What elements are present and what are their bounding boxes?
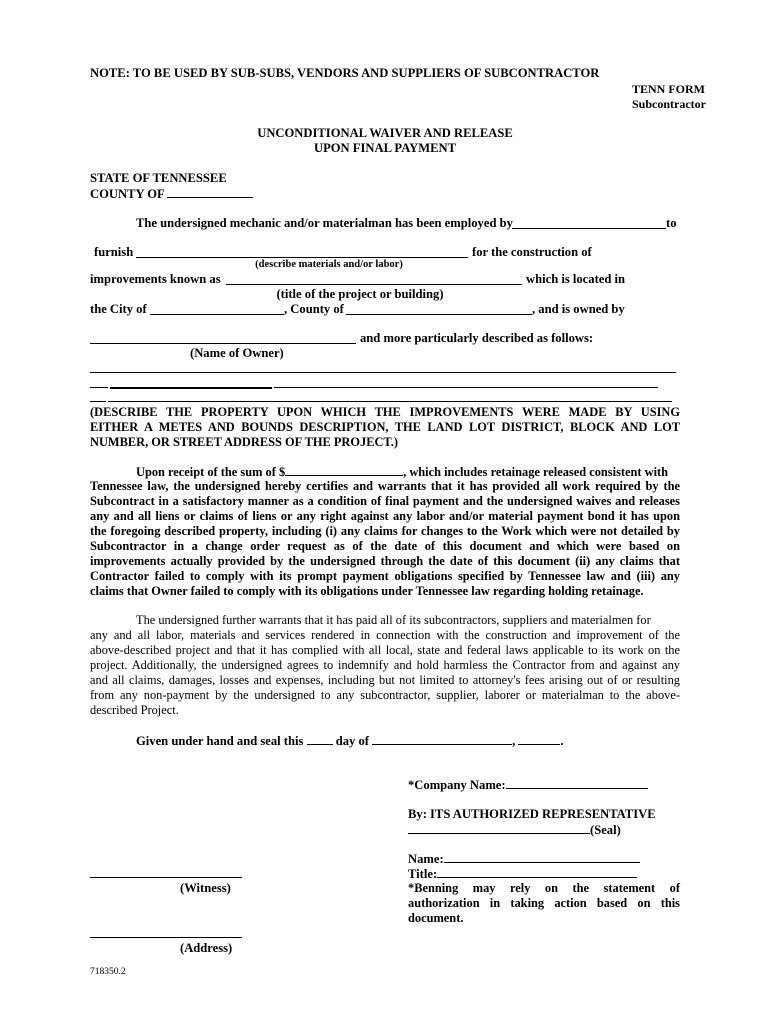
further-last-line: described Project. xyxy=(90,703,179,717)
project-title-blank[interactable] xyxy=(226,284,522,285)
title-blank[interactable] xyxy=(437,866,637,878)
county-blank-2[interactable] xyxy=(346,314,532,315)
company-name-blank[interactable] xyxy=(506,777,648,789)
receipt-last-line: claims that Owner failed to comply with its obligations under Tennessee law regarding holding retainage. xyxy=(90,584,644,598)
form-label: TENN FORM xyxy=(632,82,705,96)
describe-property-line: NUMBER, OR STREET ADDRESS OF THE PROJECT.) xyxy=(90,435,398,449)
given-text-c: , xyxy=(512,734,516,748)
owner-blank[interactable] xyxy=(90,343,356,344)
state-label: STATE OF TENNESSEE xyxy=(90,171,227,185)
benning-line: authorization in taking action based on this xyxy=(408,896,680,910)
materials-blank[interactable] xyxy=(136,257,468,258)
given-text-a: Given under hand and seal this xyxy=(136,734,304,748)
furnish-text: furnish xyxy=(94,245,134,259)
year-blank[interactable] xyxy=(518,733,560,745)
day-number-blank[interactable] xyxy=(307,733,333,745)
further-line: and all claims, damages, losses and expenses, including but not limited to attorney's fees arising out of or resulting xyxy=(90,673,680,687)
address-blank[interactable] xyxy=(90,937,242,938)
county-blank[interactable] xyxy=(167,186,253,198)
form-sub-label: Subcontractor xyxy=(632,97,706,111)
further-line: above-described project and that it has complied with all local, state and federal laws applicable to its work on the xyxy=(90,643,680,657)
city-text: the City of xyxy=(90,302,147,316)
seal-label: (Seal) xyxy=(590,823,621,837)
seal-line xyxy=(408,822,621,838)
further-line: project. Additionally, the undersigned agrees to indemnify and hold harmless the Contractor from and against any xyxy=(90,658,680,672)
month-blank[interactable] xyxy=(372,733,512,745)
receipt-line: any and all liens or claims of liens or any right against any labor and/or material payment bond it has upon xyxy=(90,509,680,523)
receipt-first-end: , which includes retainage released consistent with xyxy=(403,465,669,479)
description-line-2c[interactable] xyxy=(274,387,658,388)
name-blank[interactable] xyxy=(444,851,640,863)
describe-property-line: EITHER A METES AND BOUNDS DESCRIPTION, THE LAND LOT DISTRICT, BLOCK AND LOT xyxy=(90,420,680,434)
receipt-line: Tennessee law, the undersigned hereby certifies and warrants that it has provided all work required by the xyxy=(90,479,680,493)
company-name-line xyxy=(408,777,648,793)
title-line xyxy=(408,866,637,882)
sum-blank[interactable] xyxy=(285,464,403,476)
owned-by-text: , and is owned by xyxy=(532,302,625,316)
given-text-d: . xyxy=(560,734,564,748)
employer-blank[interactable] xyxy=(512,228,666,229)
description-line-2a[interactable] xyxy=(90,387,108,388)
title-label: Title: xyxy=(408,867,438,881)
employed-text: The undersigned mechanic and/or materialman has been employed by xyxy=(136,216,513,230)
county-label xyxy=(90,186,253,202)
receipt-line: improvements actually provided by the undersigned through the date of this document (ii) any claims that xyxy=(90,554,680,568)
given-line xyxy=(136,733,564,749)
describe-materials-caption: (describe materials and/or labor) xyxy=(255,259,403,270)
describe-property-line: (DESCRIBE THE PROPERTY UPON WHICH THE IMPROVEMENTS WERE MADE BY USING xyxy=(90,405,680,419)
receipt-line: the foregoing described property, including (i) any claims for changes to the Work which were not detailed by xyxy=(90,524,680,538)
located-in-text: which is located in xyxy=(526,272,626,286)
title-project-caption: (title of the project or building) xyxy=(276,287,444,301)
name-owner-caption: (Name of Owner) xyxy=(190,346,284,360)
company-name-label: *Company Name: xyxy=(408,778,506,792)
description-line-1[interactable] xyxy=(90,372,676,373)
further-line: from any non-payment by the undersigned to any subcontractor, supplier, laborer or materialman to the above- xyxy=(90,688,680,702)
document-number: 718350.2 xyxy=(90,967,126,977)
to-text: to xyxy=(666,216,677,230)
witness-label: (Witness) xyxy=(180,881,231,895)
further-line: any and all labor, materials and services rendered in connection with the construction and improvement of the xyxy=(90,628,680,642)
description-line-3a[interactable] xyxy=(90,401,106,402)
county-text: COUNTY OF xyxy=(90,187,165,201)
title-line-2: UPON FINAL PAYMENT xyxy=(313,141,457,155)
address-label: (Address) xyxy=(180,941,233,955)
further-first-line: The undersigned further warrants that it has paid all of its subcontractors, suppliers and materialmen for xyxy=(136,613,651,627)
county-of-text: , County of xyxy=(284,302,344,316)
improvements-text: improvements known as xyxy=(90,272,221,286)
title-line-1: UNCONDITIONAL WAIVER AND RELEASE xyxy=(257,126,513,140)
name-label: Name: xyxy=(408,852,444,866)
benning-last-line: document. xyxy=(408,911,464,925)
receipt-line: Subcontract in a satisfactory manner as a condition of final payment and the undersigned waives and releases xyxy=(90,494,680,508)
description-line-2b[interactable] xyxy=(110,387,272,389)
note-line: NOTE: TO BE USED BY SUB-SUBS, VENDORS AND SUPPLIERS OF SUBCONTRACTOR xyxy=(90,66,600,80)
witness-blank[interactable] xyxy=(90,877,242,878)
description-line-3b[interactable] xyxy=(108,401,672,402)
city-blank[interactable] xyxy=(150,314,284,315)
name-line xyxy=(408,851,640,867)
given-text-b: day of xyxy=(335,734,369,748)
benning-line: *Benning may rely on the statement of xyxy=(408,881,680,895)
receipt-line: Contractor failed to comply with its prompt payment obligations specified by Tennessee law and (iii) any xyxy=(90,569,680,583)
for-construction-text: for the construction of xyxy=(472,245,592,259)
described-as-text: and more particularly described as follows: xyxy=(360,331,594,345)
receipt-first-text: Upon receipt of the sum of $ xyxy=(136,465,286,479)
by-rep-label: By: ITS AUTHORIZED REPRESENTATIVE xyxy=(408,807,656,821)
signature-blank[interactable] xyxy=(408,822,590,834)
receipt-line: Subcontractor in a change order request as of the date of this document and which were based on xyxy=(90,539,680,553)
receipt-first-line xyxy=(136,464,668,480)
